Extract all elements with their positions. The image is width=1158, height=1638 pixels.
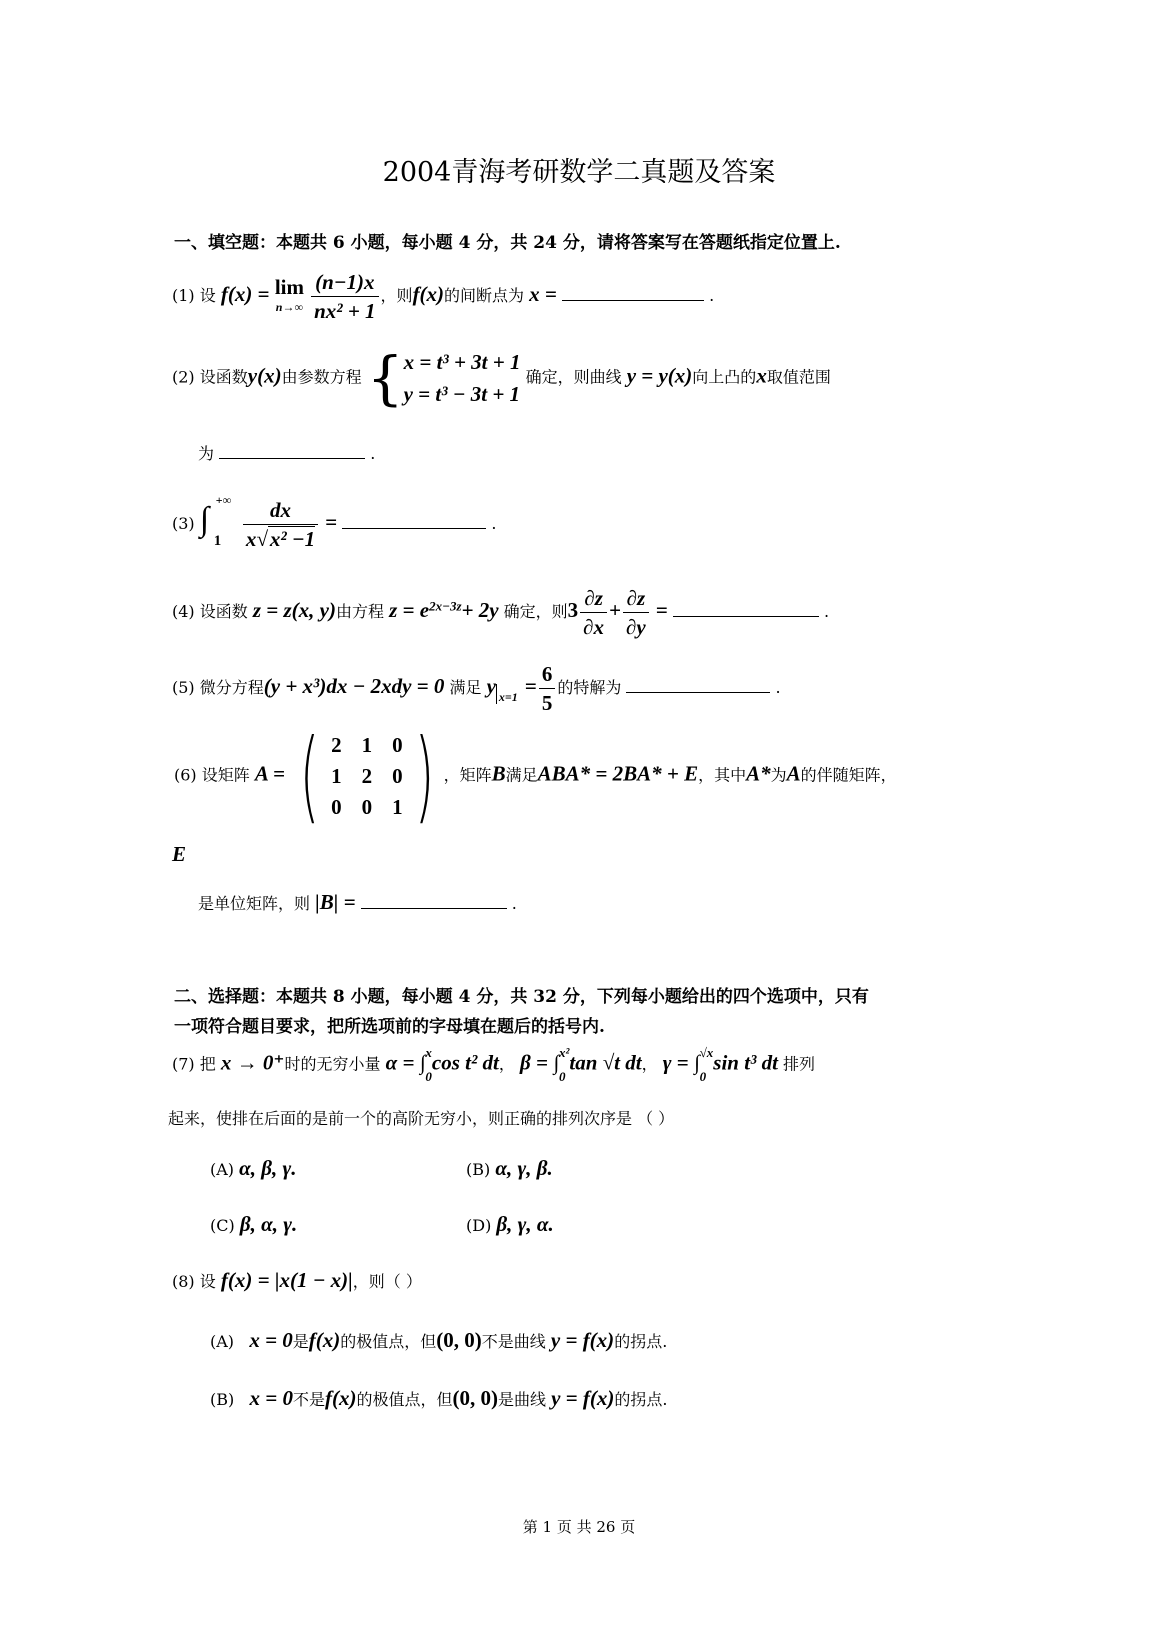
q8-b-1: x = 0 bbox=[249, 1386, 293, 1410]
q7-beta-lo: 0 bbox=[558, 1069, 566, 1084]
q1-x-eq: x = bbox=[529, 282, 557, 306]
q6-text-6: 的伴随矩阵， bbox=[800, 765, 897, 785]
q7-beta-up: x² bbox=[558, 1045, 570, 1060]
question-2 bbox=[172, 346, 831, 410]
q1-text-2: ，则 bbox=[380, 286, 413, 305]
q6-cell: 2 bbox=[331, 732, 342, 757]
q6-text-3: 满足 bbox=[505, 765, 538, 785]
q3-end: . bbox=[491, 514, 497, 533]
q4-z: z = z(x, y) bbox=[252, 598, 336, 622]
q4-num-2: ∂z bbox=[623, 584, 649, 613]
q4-answer-blank[interactable] bbox=[673, 598, 819, 617]
q1-label: (1) bbox=[172, 286, 195, 305]
question-8 bbox=[172, 1268, 422, 1293]
page-title: 2004青海考研数学二真题及答案 bbox=[382, 157, 776, 188]
q6-cell: 1 bbox=[331, 763, 342, 788]
q6-A: A = bbox=[254, 761, 285, 786]
question-2-line-2 bbox=[198, 440, 375, 464]
q7-label: (7) bbox=[172, 1054, 195, 1074]
q7-option-d-text: β, γ, α. bbox=[496, 1212, 554, 1236]
q8-b-2: 不是 bbox=[292, 1390, 325, 1409]
q7-line-2: 起来，使排在后面的是前一个的高阶无穷小，则正确的排列次序是 （ ） bbox=[168, 1109, 675, 1128]
q1-num: (n−1)x bbox=[311, 268, 378, 297]
q7-option-b-text: α, γ, β. bbox=[495, 1156, 553, 1180]
q1-text-1: 设 bbox=[199, 286, 216, 305]
q1-den: nx² + 1 bbox=[314, 299, 376, 323]
section-1-heading: 一、填空题：本题共 6 小题，每小题 4 分，共 24 分，请将答案写在答题纸指定位置上. bbox=[174, 233, 841, 253]
q7-gamma-body: sin t³ dt bbox=[713, 1050, 778, 1075]
question-6-line-3 bbox=[198, 890, 517, 915]
q5-y: y bbox=[486, 674, 496, 698]
q8-b-7: y = f(x) bbox=[551, 1386, 615, 1410]
q4-text-1: 设函数 bbox=[199, 602, 248, 621]
q5-cond: x=1 bbox=[496, 684, 520, 704]
q7-cond: x → 0⁺ bbox=[220, 1050, 285, 1075]
question-1 bbox=[172, 268, 714, 325]
q2-eq-2: y = t³ − 3t + 1 bbox=[403, 382, 521, 406]
q7-option-b-label: (B) bbox=[466, 1160, 491, 1179]
q6-cell: 0 bbox=[331, 794, 342, 819]
page-footer: 第 1 页 共 26 页 bbox=[522, 1518, 636, 1536]
q1-text-3: 的间断点为 bbox=[444, 286, 525, 305]
q6-abs-B: |B| = bbox=[315, 890, 356, 914]
q8-a-4: 的极值点，但 bbox=[340, 1332, 437, 1351]
q7-gamma-lo: 0 bbox=[699, 1069, 707, 1084]
q4-num-1: ∂z bbox=[580, 584, 607, 613]
q6-end: . bbox=[511, 894, 517, 913]
q2-brace: { bbox=[366, 344, 404, 412]
q5-eq: = bbox=[524, 674, 537, 698]
q7-alpha-up: x bbox=[425, 1045, 432, 1060]
q8-a-8: 的拐点. bbox=[614, 1332, 668, 1351]
question-5 bbox=[172, 660, 781, 717]
q8-option-a-label: (A) bbox=[210, 1332, 235, 1351]
question-6 bbox=[174, 717, 897, 834]
q6-cell: 1 bbox=[361, 732, 373, 757]
q5-end: . bbox=[775, 678, 781, 697]
q1-fx-2: f(x) bbox=[412, 282, 445, 306]
q5-text-2: 满足 bbox=[449, 678, 482, 697]
q6-cell: 0 bbox=[392, 763, 403, 788]
q3-integral bbox=[199, 492, 236, 551]
q8-option-b[interactable] bbox=[210, 1386, 667, 1411]
q4-end: . bbox=[823, 602, 830, 621]
q8-b-4: 的极值点，但 bbox=[356, 1390, 453, 1409]
q3-fraction bbox=[243, 496, 318, 553]
q4-den-2: ∂y bbox=[626, 615, 646, 639]
section-2-heading-line-2: 一项符合题目要求，把所选项前的字母填在题后的括号内. bbox=[174, 1017, 605, 1037]
q1-fx: f(x) bbox=[220, 282, 253, 306]
q2-text-6: 为 bbox=[198, 444, 215, 463]
q5-text-1: 微分方程 bbox=[199, 678, 264, 697]
q6-eqn: ABA* = 2BA* + E bbox=[537, 761, 699, 786]
q7-text-2: 时的无穷小量 bbox=[284, 1054, 381, 1074]
q3-upper: +∞ bbox=[215, 492, 232, 507]
q2-text-3: 确定，则曲线 bbox=[525, 367, 622, 387]
q8-a-3: f(x) bbox=[308, 1328, 341, 1352]
q3-eq: = bbox=[325, 510, 338, 534]
q6-paren-right: ) bbox=[414, 717, 434, 834]
q3-answer-blank[interactable] bbox=[342, 510, 486, 529]
q6-text-4: ，其中 bbox=[698, 765, 747, 785]
q6-text-2: ，矩阵 bbox=[443, 765, 492, 785]
q8-eqn: f(x) = |x(1 − x)| bbox=[220, 1268, 353, 1292]
q7-alpha-lo: 0 bbox=[425, 1069, 432, 1084]
q7-option-c-text: β, α, γ. bbox=[239, 1212, 298, 1236]
q6-text-7: 是单位矩阵，则 bbox=[198, 894, 311, 913]
q6-cell: 2 bbox=[361, 763, 373, 788]
q7-text-1: 把 bbox=[199, 1054, 216, 1074]
q7-option-a[interactable] bbox=[210, 1156, 297, 1181]
q4-exp: 2x−3z bbox=[429, 598, 462, 614]
q2-eq-1: x = t³ + 3t + 1 bbox=[403, 350, 521, 374]
question-7: (7) 把 x → 0⁺时的无穷小量 α = ∫ x 0 cos t² dt， β = ∫ x² 0 tan √t dt， γ = ∫ √x 0 sin t³ dt 排列 bbox=[172, 1045, 816, 1084]
q4-three: 3 bbox=[567, 598, 579, 622]
q8-option-b-label: (B) bbox=[210, 1390, 235, 1409]
q4-text-2: 由方程 bbox=[336, 602, 385, 621]
q2-end: . bbox=[370, 444, 376, 463]
q6-E: E bbox=[172, 842, 187, 866]
q8-option-a[interactable] bbox=[210, 1328, 667, 1353]
q6-matrix-table bbox=[321, 730, 413, 823]
q6-paren-left: ( bbox=[299, 717, 320, 834]
q1-answer-blank[interactable] bbox=[562, 282, 704, 301]
q7-option-a-text: α, β, γ. bbox=[239, 1156, 297, 1180]
q7-option-a-label: (A) bbox=[210, 1160, 235, 1179]
q6-cell: 0 bbox=[361, 794, 373, 819]
q7-option-c[interactable] bbox=[210, 1212, 297, 1237]
q3-integral-sign: ∫ bbox=[199, 500, 210, 538]
q7-option-c-label: (C) bbox=[210, 1216, 235, 1235]
q7-beta-limits bbox=[559, 1046, 569, 1084]
q8-a-6: 不是曲线 bbox=[481, 1332, 546, 1351]
q8-a-7: y = f(x) bbox=[550, 1328, 615, 1352]
q8-text-2: ，则（ ） bbox=[352, 1272, 422, 1291]
q8-b-6: 是曲线 bbox=[498, 1390, 547, 1409]
q4-frac-1 bbox=[580, 584, 607, 641]
q8-text-1: 设 bbox=[199, 1272, 216, 1291]
q3-lower: 1 bbox=[213, 532, 222, 549]
q2-answer-blank[interactable] bbox=[219, 440, 365, 459]
q4-den-1: ∂x bbox=[583, 615, 605, 639]
q4-frac-2 bbox=[623, 584, 649, 641]
q6-cell: 0 bbox=[392, 732, 403, 757]
q5-num: 6 bbox=[539, 660, 556, 689]
q8-a-5: (0, 0) bbox=[436, 1328, 482, 1352]
q2-text-4: 向上凸的 bbox=[692, 367, 757, 387]
q8-b-5: (0, 0) bbox=[452, 1386, 498, 1410]
q5-text-3: 的特解为 bbox=[557, 678, 622, 697]
q6-cell: 1 bbox=[392, 794, 403, 819]
q2-text-1: 设函数 bbox=[199, 367, 248, 387]
q4-label: (4) bbox=[172, 602, 195, 621]
q6-text-5: 为 bbox=[770, 765, 787, 785]
q6-label: (6) bbox=[174, 765, 197, 785]
q4-eqn-2: + 2y bbox=[461, 598, 499, 622]
q6-B: B bbox=[491, 761, 506, 786]
q1-lim: lim bbox=[274, 274, 304, 299]
q5-eqn: (y + x³)dx − 2xdy = 0 bbox=[263, 674, 445, 698]
q3-label: (3) bbox=[172, 514, 195, 533]
section-2-heading-line-1: 二、选择题：本题共 8 小题，每小题 4 分，共 32 分，下列每小题给出的四个选项中，只有 bbox=[174, 987, 869, 1007]
q8-a-1: x = 0 bbox=[249, 1328, 293, 1352]
q3-den-pre: x bbox=[245, 527, 257, 551]
q1-limit bbox=[274, 274, 304, 317]
q8-b-3: f(x) bbox=[325, 1386, 357, 1410]
q7-text-3: 排列 bbox=[783, 1054, 816, 1074]
q7-option-d-label: (D) bbox=[466, 1216, 492, 1235]
q1-eq: = bbox=[252, 282, 275, 306]
q1-end: . bbox=[709, 286, 715, 305]
question-3 bbox=[172, 492, 497, 553]
q7-option-b[interactable] bbox=[466, 1156, 553, 1181]
q2-yx: y(x) bbox=[247, 363, 282, 388]
q5-label: (5) bbox=[172, 678, 195, 697]
q2-system bbox=[404, 346, 521, 410]
q2-text-2: 由参数方程 bbox=[281, 367, 362, 387]
q4-eqn: z = e bbox=[389, 598, 430, 622]
q3-num: dx bbox=[243, 496, 318, 525]
q2-y-eq: y = y(x) bbox=[626, 363, 693, 388]
q5-answer-blank[interactable] bbox=[626, 674, 770, 693]
q7-alpha: α = ∫ bbox=[385, 1050, 426, 1075]
question-4 bbox=[172, 584, 829, 641]
q8-b-8: 的拐点. bbox=[614, 1390, 668, 1409]
q7-alpha-body: cos t² dt bbox=[431, 1050, 499, 1075]
q7-gamma-up: √x bbox=[699, 1045, 714, 1060]
q7-option-d[interactable] bbox=[466, 1212, 554, 1237]
q2-x: x bbox=[756, 363, 767, 388]
q4-plus: + bbox=[609, 598, 622, 622]
q2-text-5: 取值范围 bbox=[766, 367, 831, 387]
q6-answer-blank[interactable] bbox=[361, 890, 507, 909]
q7-beta-body: tan √t dt bbox=[569, 1050, 642, 1075]
q6-matrix bbox=[290, 717, 444, 834]
q2-label: (2) bbox=[172, 367, 195, 387]
q6-A-star: A* bbox=[746, 761, 771, 786]
q6-A-2: A bbox=[786, 761, 801, 786]
q3-den-sqrt: x² −1 bbox=[269, 527, 316, 551]
q7-gamma-limits bbox=[700, 1046, 714, 1084]
q1-lim-sub: n→∞ bbox=[275, 299, 304, 314]
q7-beta: β = ∫ bbox=[519, 1050, 559, 1075]
q3-den: x√x² −1 bbox=[245, 527, 316, 551]
q4-text-3: 确定，则 bbox=[503, 602, 568, 621]
q8-label: (8) bbox=[172, 1272, 195, 1291]
q5-fraction bbox=[539, 660, 556, 717]
q8-a-2: 是 bbox=[292, 1332, 309, 1351]
q5-den: 5 bbox=[541, 691, 553, 715]
q1-fraction bbox=[311, 268, 378, 325]
q7-gamma: γ = ∫ bbox=[662, 1050, 700, 1075]
q4-eq: = bbox=[655, 598, 668, 622]
q6-text-1: 设矩阵 bbox=[201, 765, 250, 785]
